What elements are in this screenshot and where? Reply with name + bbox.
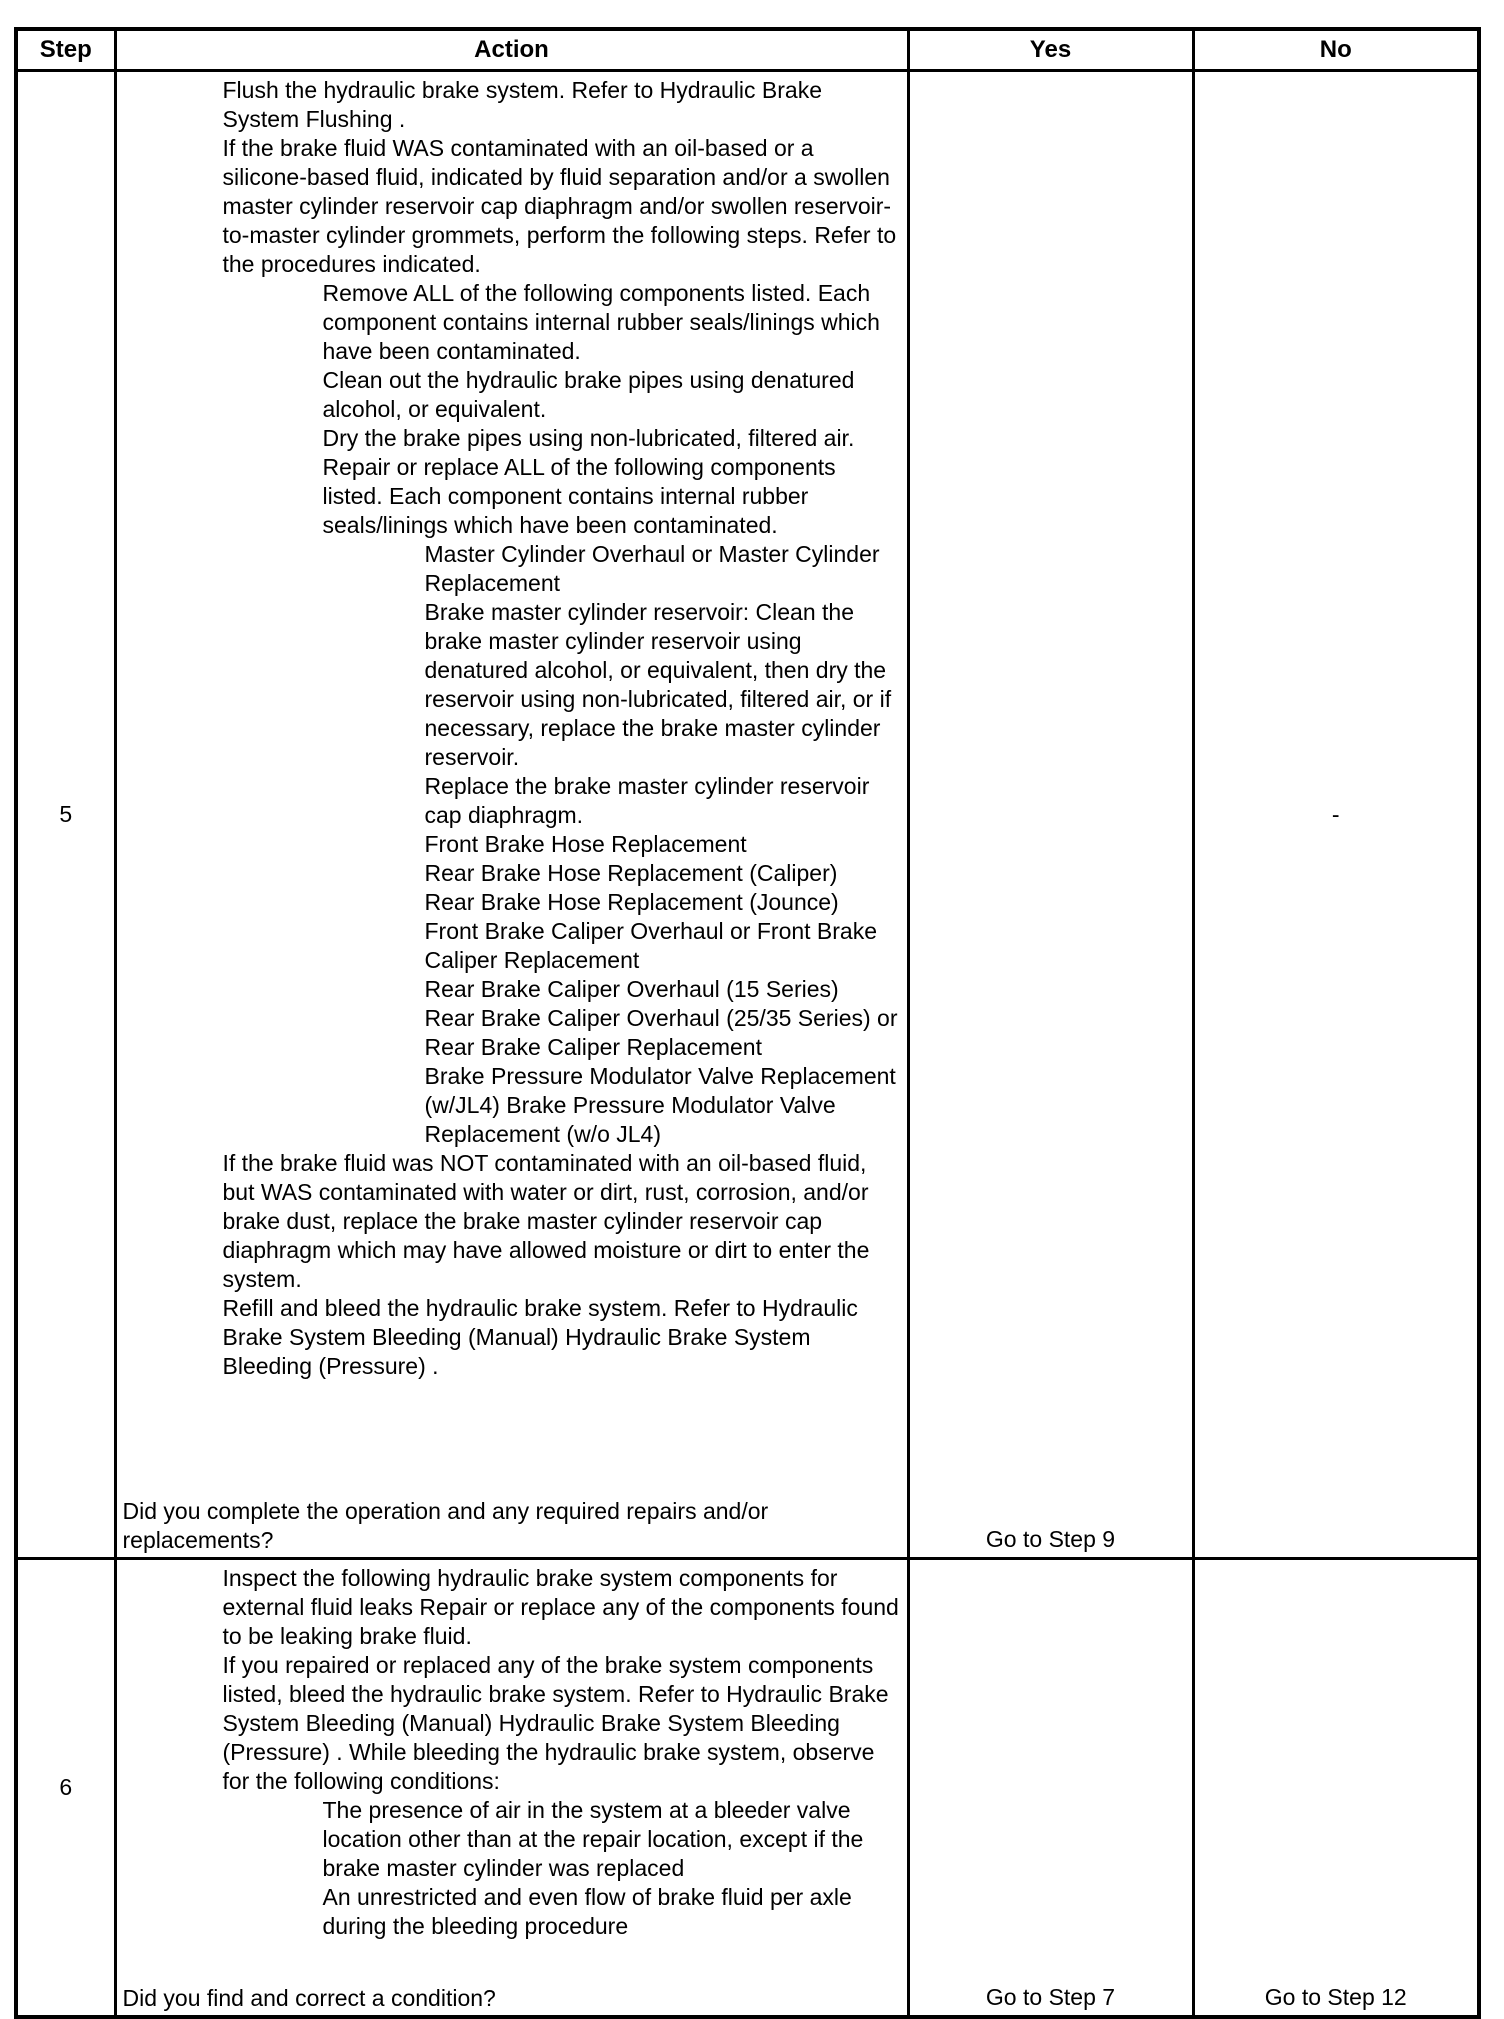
action-substep: Repair or replace ALL of the following components listed. Each component contains internal rubber seals/linings which have been contaminated.	[322, 454, 836, 538]
no-answer: -	[1331, 801, 1340, 827]
action-substep: Remove ALL of the following components listed. Each component contains internal rubber seals/linings which have been contaminated.	[322, 280, 880, 364]
component-item: Replace the brake master cylinder reservoir cap diaphragm.	[424, 773, 870, 828]
action-paragraph: If the brake fluid WAS contaminated with an oil-based or a silicone-based fluid, indicated by fluid separation and/or a swollen master cylinder reservoir cap diaphragm and/or swollen reservoir-to-master cylinder grommets, perform the following steps. Refer to the procedures indicated.	[222, 135, 897, 277]
action-cell	[115, 71, 908, 1559]
step-question: Did you complete the operation and any required repairs and/or replacements?	[122, 1498, 769, 1553]
component-item: Brake Pressure Modulator Valve Replacement (w/JL4) Brake Pressure Modulator Valve Replacement (w/o JL4)	[424, 1063, 896, 1147]
yes-answer: Go to Step 7	[985, 1983, 1116, 2010]
component-item: Rear Brake Caliper Overhaul (25/35 Series) or Rear Brake Caliper Replacement	[424, 1005, 898, 1060]
table-row	[16, 71, 1479, 1559]
table-row	[16, 1559, 1479, 2017]
component-item: Brake master cylinder reservoir: Clean the brake master cylinder reservoir using denatured alcohol, or equivalent, then dry the reservoir using non-lubricated, filtered air, or if necessary, replace the brake master cylinder reservoir.	[424, 599, 892, 770]
action-paragraph: If the brake fluid was NOT contaminated with an oil-based fluid, but WAS contaminated with water or dirt, rust, corrosion, and/or brake dust, replace the brake master cylinder reservoir cap diaphragm which may have allowed moisture or dirt to enter the system.	[222, 1150, 870, 1292]
action-substep: The presence of air in the system at a bleeder valve location other than at the repair location, except if the brake master cylinder was replaced	[322, 1797, 864, 1881]
no-answer: Go to Step 12	[1264, 1983, 1407, 2010]
component-item: Rear Brake Caliper Overhaul (15 Series)	[424, 976, 839, 1002]
action-paragraph: Inspect the following hydraulic brake system components for external fluid leaks Repair or replace any of the components found to be leaking brake fluid.	[222, 1565, 899, 1649]
no-cell	[1193, 1559, 1479, 2017]
component-item: Rear Brake Hose Replacement (Caliper)	[424, 860, 838, 886]
action-substep: An unrestricted and even flow of brake fluid per axle during the bleeding procedure	[322, 1884, 852, 1939]
header-yes: Yes	[908, 29, 1193, 71]
component-item: Master Cylinder Overhaul or Master Cylinder Replacement	[424, 541, 880, 596]
step-number: 5	[16, 71, 115, 1559]
yes-cell	[908, 1559, 1193, 2017]
action-paragraph: If you repaired or replaced any of the brake system components listed, bleed the hydraulic brake system. Refer to Hydraulic Brake System Bleeding (Manual) Hydraulic Brake System Bleeding (Pressure) . While bleeding the hydraulic brake system, observe for the following conditions:	[222, 1652, 889, 1794]
yes-cell	[908, 71, 1193, 1559]
action-paragraph: Flush the hydraulic brake system. Refer to Hydraulic Brake System Flushing .	[222, 77, 823, 132]
action-cell	[115, 1559, 908, 2017]
step-question: Did you find and correct a condition?	[122, 1984, 496, 2011]
table-header-row	[16, 29, 1479, 71]
component-item: Front Brake Caliper Overhaul or Front Brake Caliper Replacement	[424, 918, 878, 973]
action-paragraph: Refill and bleed the hydraulic brake system. Refer to Hydraulic Brake System Bleeding (Manual) Hydraulic Brake System Bleeding (Pressure) .	[222, 1295, 858, 1379]
header-no: No	[1193, 29, 1479, 71]
diagnostic-table	[14, 27, 1481, 2019]
action-substep: Clean out the hydraulic brake pipes using denatured alcohol, or equivalent.	[322, 367, 855, 422]
yes-answer: Go to Step 9	[985, 1526, 1116, 1552]
action-substep: Dry the brake pipes using non-lubricated, filtered air.	[322, 425, 855, 451]
header-step: Step	[16, 29, 115, 71]
step-number: 6	[16, 1559, 115, 2017]
component-item: Front Brake Hose Replacement	[424, 831, 747, 857]
component-item: Rear Brake Hose Replacement (Jounce)	[424, 889, 839, 915]
no-cell	[1193, 71, 1479, 1559]
header-action: Action	[115, 29, 908, 71]
